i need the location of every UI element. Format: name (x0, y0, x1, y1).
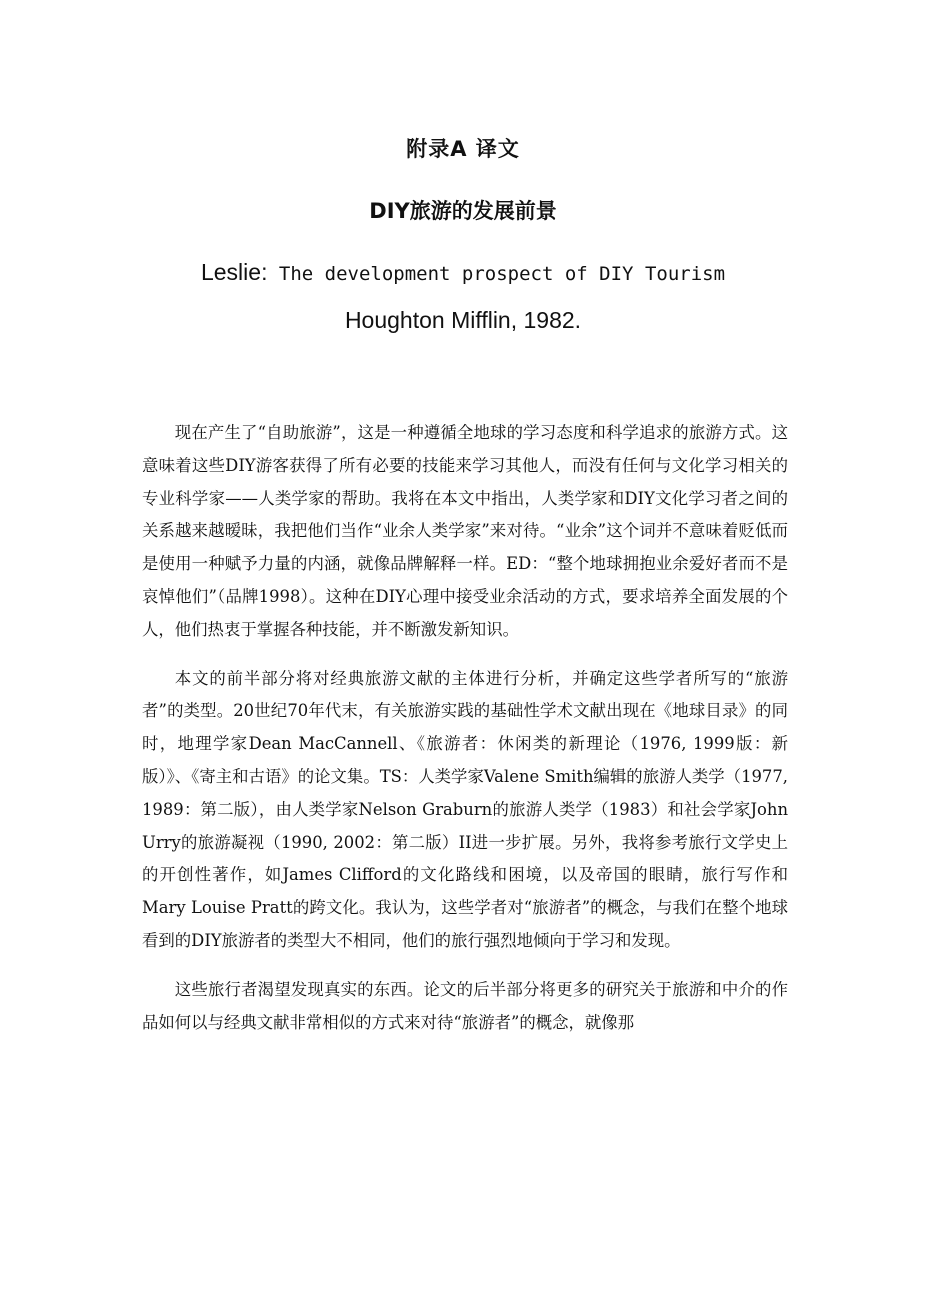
paragraph-3: 这些旅行者渴望发现真实的东西。论文的后半部分将更多的研究关于旅游和中介的作品如何以与经典文献非常相似的方式来对待“旅游者”的概念，就像那 (142, 979, 788, 1032)
article-title: DIY旅游的发展前景 (369, 199, 557, 223)
appendix-title: 附录A 译文 (406, 137, 520, 161)
body-text (142, 417, 788, 1055)
source-citation (0, 256, 926, 290)
paragraph-1: 现在产生了“自助旅游”，这是一种遵循全地球的学习态度和科学追求的旅游方式。这意味着这些DIY游客获得了所有必要的技能来学习其他人，而没有任何与文化学习相关的专业科学家——人类学家的帮助。我将在本文中指出，人类学家和DIY文化学习者之间的关系越来越暧昧，我把他们当作“业余人类学家”来对待。“业余”这个词并不意味着贬低而是使用一种赋予力量的内涵，就像品牌解释一样。ED：“整个地球拥抱业余爱好者而不是哀悼他们”（品牌1998）。这种在DIY心理中接受业余活动的方式，要求培养全面发展的个人，他们热衷于掌握各种技能，并不断激发新知识。 (142, 423, 788, 639)
source-title: The development prospect of DIY Tourism (267, 263, 726, 285)
paragraph-2: 本文的前半部分将对经典旅游文献的主体进行分析，并确定这些学者所写的“旅游者”的类型。20世纪70年代末，有关旅游实践的基础性学术文献出现在《地球目录》的同时，地理学家Dean MacCannell、《旅游者：休闲类的新理论（1976, 1999版：新版）》、《寄主和古语》的论文集。TS：人类学家Valene Smith编辑的旅游人类学（1977, 1989：第二版），由人类学家Nelson Graburn的旅游人类学（1983）和社会学家John Urry的旅游凝视（1990, 2002：第二版）II进一步扩展。另外，我将参考旅行文学史上的开创性著作，如James Clifford的文化路线和困境，以及帝国的眼睛，旅行写作和Mary Louise Pratt的跨文化。我认为，这些学者对“旅游者”的概念，与我们在整个地球看到的DIY旅游者的类型大不相同，他们的旅行强烈地倾向于学习和发现。 (142, 668, 788, 950)
source-author: Leslie: (200, 259, 268, 285)
source-publisher: Houghton Mifflin, 1982. (344, 307, 582, 333)
